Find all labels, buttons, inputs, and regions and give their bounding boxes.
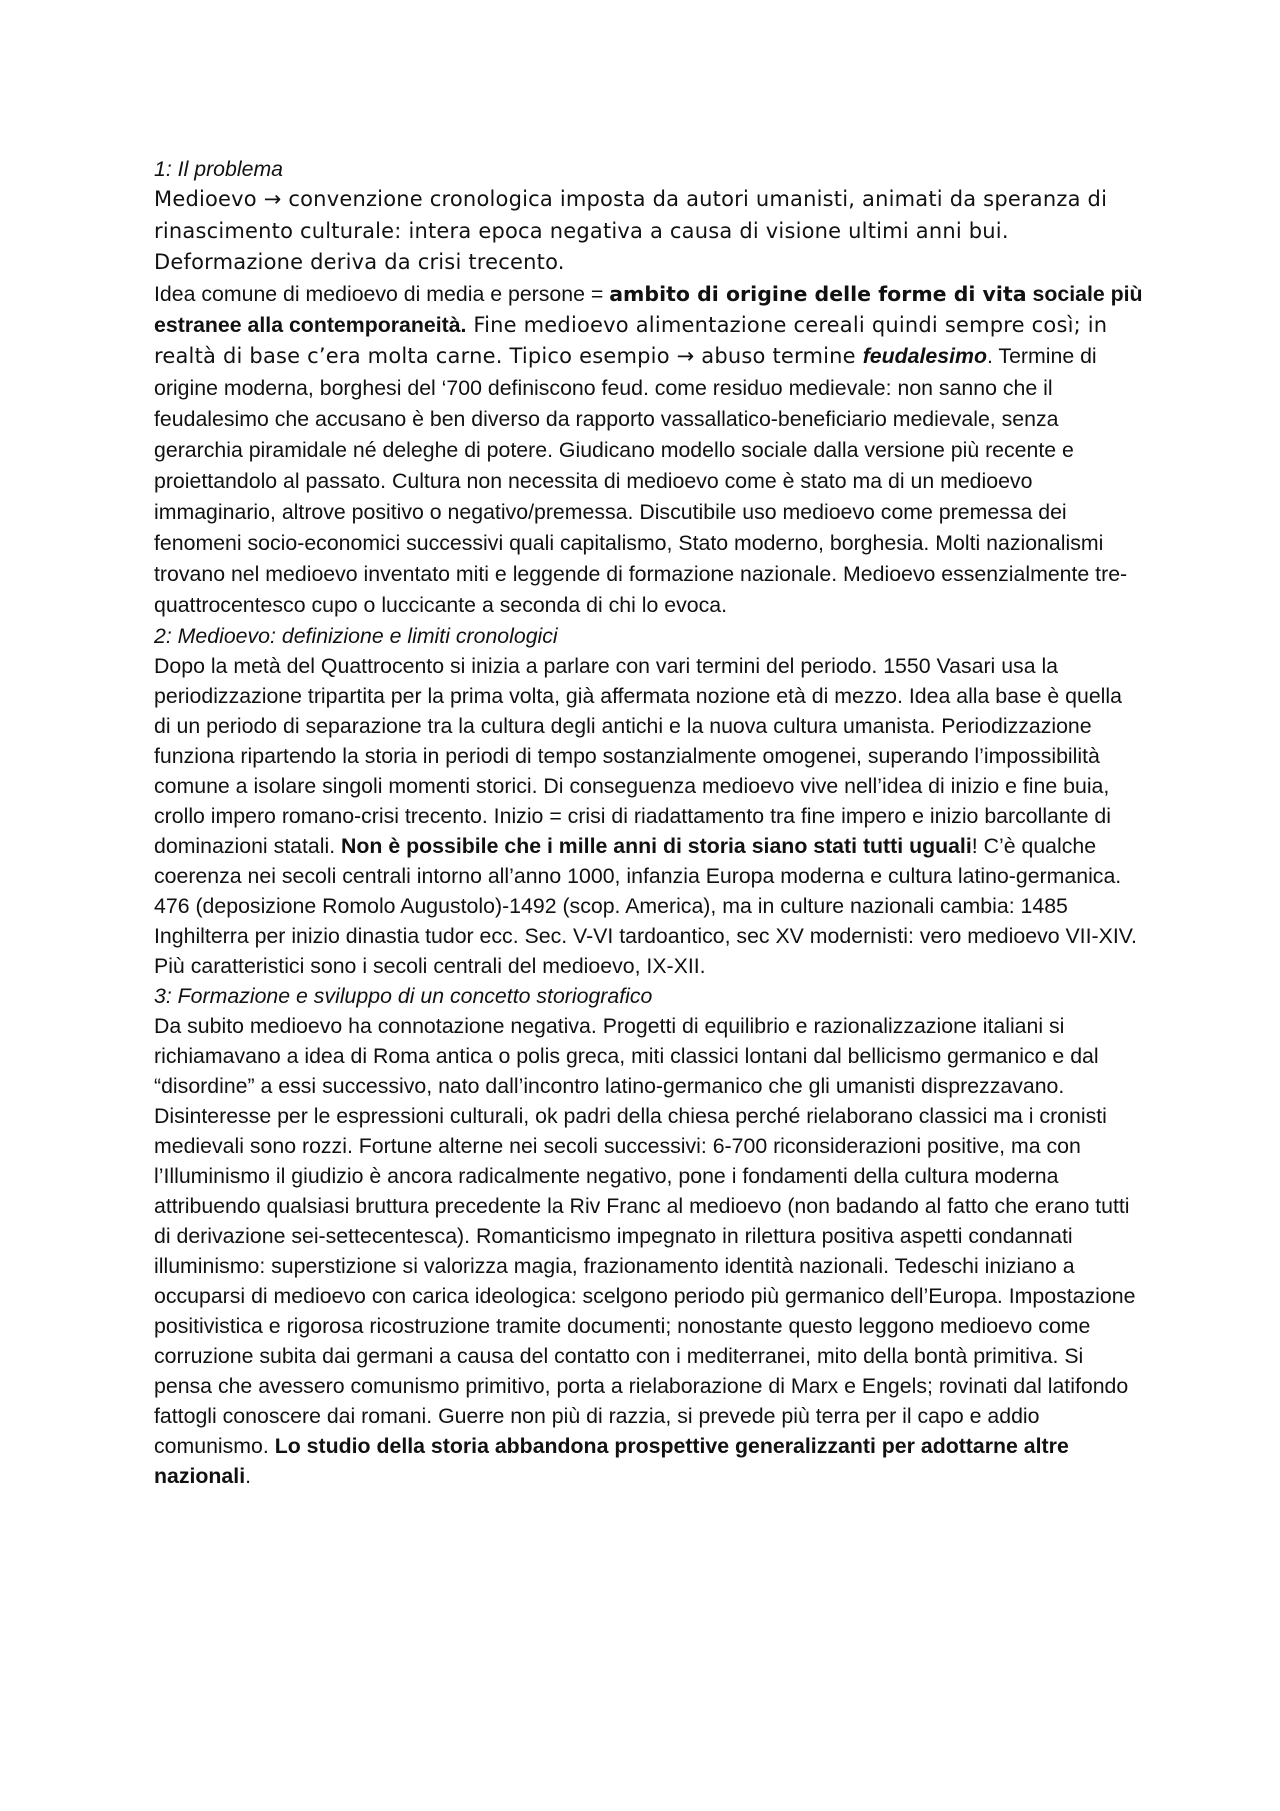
section-heading-1: 1: Il problema — [154, 157, 284, 181]
section-2-body-start: Dopo la metà del Quattrocento si inizia a parlare con vari termini del periodo. 1550 Vasari usa la periodizzazione tripartita per la prima volta, già affermata nozione età di mezzo. Idea alla base è quella di un periodo di separazione tra la cultura degli antichi e la nuova cultura umanista. Periodizzazione funziona ripartendo la storia in periodi di tempo sostanzialmente omogenei, superando l’impossibilità comune a isolare singoli momenti storici. Di conseguenza medioevo vive nell’idea di inizio e fine buia, crollo impero romano-crisi trecento. Inizio = crisi di riadattamento tra fine impero e inizio barcollante di dominazioni statali. — [154, 653, 1122, 858]
section-3-body — [154, 1011, 1144, 1491]
section-1-intro: Medioevo → convenzione cronologica imposta da autori umanisti, animati da speranza di rinascimento culturale: intera epoca negativa a causa di visione ultimi anni bui. Deformazione deriva da crisi trecento. — [154, 187, 1108, 274]
section-heading-2: 2: Medioevo: definizione e limiti cronologici — [154, 623, 558, 648]
document-page — [154, 154, 1144, 1491]
section-1-body-sans: Fine medioevo alimentazione cereali quindi sempre così; in realtà di base c’era molta carne. Tipico esempio → abuso termine — [154, 312, 1108, 368]
section-1-keyword: feudalesimo — [862, 344, 987, 368]
section-1-body-rest: . Termine di origine moderna, borghesi del ‘700 definiscono feud. come residuo medievale: non sanno che il feudalesimo che accusano è ben diverso da rapporto vassallatico-beneficiario medievale, senza gerarchia piramidale né deleghe di potere. Giudicano modello sociale dalla versione più recente e proiettandolo al passato. Cultura non necessita di medioevo come è stato ma di un medioevo immaginario, altrove positivo o negativo/premessa. Discutibile uso medioevo come premessa dei fenomeni socio-economici successivi quali capitalismo, Stato moderno, borghesia. Molti nazionalismi trovano nel medioevo inventato miti e leggende di formazione nazionale. Medioevo essenzialmente tre-quattrocentesco cupo o luccicante a seconda di chi lo evoca. — [154, 344, 1128, 617]
section-2-bold-phrase: Non è possibile che i mille anni di storia siano stati tutti uguali — [341, 833, 972, 858]
section-3-body-start: Da subito medioevo ha connotazione negativa. Progetti di equilibrio e razionalizzazione italiani si richiamavano a idea di Roma antica o polis greca, miti classici lontani dal bellicismo germanico e dal “disordine” a essi successivo, nato dall’incontro latino-germanico che gli umanisti disprezzavano. Disinteresse per le espressioni culturali, ok padri della chiesa perché rielaborano classici ma i cronisti medievali sono rozzi. Fortune alterne nei secoli successivi: 6-700 riconsiderazioni positive, ma con l’Illuminismo il giudizio è ancora radicalmente negativo, pone i fondamenti della cultura moderna attribuendo qualsiasi bruttura precedente la Riv Franc al medioevo (non badando al fatto che erano tutti di derivazione sei-settecentesca). Romanticismo impegnato in rilettura positiva aspetti condannati illuminismo: superstizione si valorizza magia, frazionamento identità nazionali. Tedeschi iniziano a occuparsi di medioevo con carica ideologica: scelgono periodo più germanico dell’Europa. Impostazione positivistica e rigorosa ricostruzione tramite documenti; nonostante questo leggono medioevo come corruzione subita dai germani a causa del contatto con i mediterranei, mito della bontà primitiva. Si pensa che avessero comunismo primitivo, porta a rielaborazione di Marx e Engels; rovinati dal latifondo fattogli conoscere dai romani. Guerre non più di razzia, si prevede più terra per il capo e addio comunismo. — [154, 1013, 1136, 1458]
section-2-body — [154, 651, 1144, 981]
section-heading-3: 3: Formazione e sviluppo di un concetto storiografico — [154, 983, 653, 1008]
section-1-bold-phrase: ambito di origine delle forme di vita — [609, 281, 1027, 306]
section-1-body-lead: Idea comune di medioevo di media e persone = — [154, 281, 610, 306]
section-1-body — [154, 279, 1144, 621]
section-1-bold-phrase-cont: sociale più estranee alla contemporaneità. — [154, 281, 1143, 337]
section-2-body-end: ! C’è qualche coerenza nei secoli centrali intorno all’anno 1000, infanzia Europa moderna e cultura latino-germanica. 476 (deposizione Romolo Augustolo)-1492 (scop. America), ma in culture nazionali cambia: 1485 Inghilterra per inizio dinastia tudor ecc. Sec. V-VI tardoantico, sec XV modernisti: vero medioevo VII-XIV. Più caratteristici sono i secoli centrali del medioevo, IX-XII. — [154, 833, 1137, 978]
section-3-bold-phrase: Lo studio della storia abbandona prospettive generalizzanti per adottarne altre nazionali — [154, 1433, 1069, 1488]
section-3-body-end: . — [245, 1463, 252, 1488]
